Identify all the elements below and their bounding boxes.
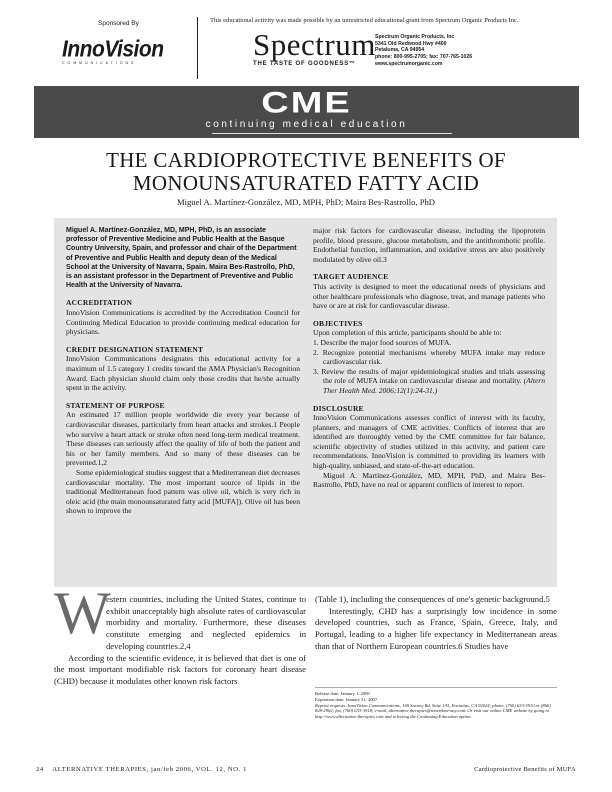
author-bio: Miguel A. Martínez-González, MD, MPH, PhD, is an associate professor of Preventive Medicine and Public Health at the Basque Country University, Spain, and professor and chair of the Department of Preventive and Public Health and deputy dean of the Medical School at the University of Navarra, Spain. Maira Bes-Rastrollo, PhD, is an assistant professor in the Department of Preventive and Public Health at the University of Navarra. (66, 227, 297, 290)
innovision-logo-subtext: COMMUNICATIONS (62, 61, 137, 65)
footer-running-title: Cardioprotective Benefits of MUFA (474, 766, 576, 773)
address-line: Spectrum Organic Products, Inc (375, 34, 455, 40)
address-line: 5341 Old Redwood Hwy #400 (375, 40, 447, 47)
article-title-line: THE CARDIOPROTECTIVE BENEFITS OF (106, 148, 506, 172)
objective-item (313, 367, 545, 396)
innovision-logo-text: InnoVision (62, 36, 164, 63)
spectrum-tagline: THE TASTE OF GOODNESS™ (253, 61, 356, 67)
citation: (Altern Ther Health Med. 2006;12(1):24-31.) (323, 376, 546, 395)
disclosure-paragraph: Miguel A. Martínez-González, MD, MPH, PhD, and Maira Bes-Rastrollo, PhD, have no real or apparent conflicts of interest to report. (313, 470, 545, 490)
sponsor-address (375, 34, 472, 68)
address-line: Petaluma, CA 94954 (375, 47, 425, 54)
cme-title: CME (261, 86, 352, 120)
objectives-intro: Upon completion of this article, participants should be able to: (313, 328, 502, 338)
body-paragraph: According to the scientific evidence, it is believed that diet is one of the most important modifiable risk factors for coronary heart disease (CHD) because it modulates other known risk factors (54, 652, 306, 686)
grant-notice: This educational activity was made possible by an unrestricted educational grant from Spectrum Organic Products Inc. (210, 17, 519, 24)
credit-heading: CREDIT DESIGNATION STATEMENT (66, 344, 204, 354)
publication-notes (315, 691, 557, 720)
reprint-requests: Reprint requests: InnoVision Communications, 169 Saxony Rd, Suite 103, Encinitas, CA 92024; phone, (760) 633-3910 or (866) 828-2962; fax, (760) 633-3918; e-mail, alternative.therapies@innerdoorway.com. Or visit our online CME website by going to http://www.alternative-therapies.com and selecting the Continuing Education option. (315, 702, 551, 720)
objective-item: 1. Describe the major food sources of MUFA. (313, 337, 452, 347)
purpose-heading: STATEMENT OF PURPOSE (66, 400, 165, 410)
release-date: Release date: January 1, 2006 (315, 691, 370, 696)
innovision-logo (62, 38, 182, 65)
intro-paragraph: estern countries, including the United States, continue to exhibit unacceptably high absolute rates of cardiovascular morbidity and mortality. Furthermore, these diseases constitute emerging and neglected epidemics in developing countries.2,4 (106, 594, 306, 651)
purpose-paragraph: An estimated 17 million people worldwide die every year because of cardiovascular diseases, particularly from heart attacks and strokes.1 People who survive a heart attack or stroke often need long-term medical treatment. These diseases can seriously affect the quality of life of both the patient and his or her family members. And so many of these diseases can be prevented.1,2 (66, 410, 300, 468)
drop-cap: W (54, 580, 111, 646)
cme-subtitle: continuing medical education (205, 119, 408, 130)
risk-factors-paragraph: major risk factors for cardiovascular disease, including the lipoprotein profile, blood pressure, glucose metabolism, and the antithrombotic profile. Endothelial function, inflammation, and oxidative stress are also positively modulated by olive oil.3 (313, 226, 545, 264)
disclosure-paragraph: InnoVision Communications assesses conflict of interest with its faculty, planners, and managers of CME activities. Conflicts of interest that are identified are thoroughly vetted by the CME committee for fair balance, scientific objectivity of studies utilized in this activity, and patient care recommendations. InnoVision is committed to providing its learners with high-quality, unbiased, and state-of-the-art education. (313, 413, 545, 471)
objectives-heading: OBJECTIVES (313, 318, 363, 328)
cme-banner (34, 86, 579, 138)
audience-heading: TARGET AUDIENCE (313, 272, 389, 282)
footer-journal-info: 24 ALTERNATIVE THERAPIES, jan/feb 2006, VOL. 12, NO. 1 (36, 766, 248, 773)
credit-text: InnoVision Communications designates this educational activity for a maximum of 1.5 category 1 credits toward the AMA Physician's Recognition Award. Each physician should claim only those credits that he/she actually spent in the activity. (66, 354, 300, 393)
sponsored-by-label: Sponsored By (98, 20, 139, 27)
article-title-line: MONOUNSATURATED FATTY ACID (132, 171, 480, 195)
info-box-right-column (313, 226, 545, 490)
objectives-list (313, 338, 545, 396)
body-paragraph: Interestingly, CHD has a surprisingly low incidence in some developed countries, such as France, Spain, Greece, Italy, and Portugal, leading to a higher life expectancy in Mediterranean areas than that of Northern European countries.6 Studies have (315, 605, 557, 651)
purpose-paragraph: Some epidemiological studies suggest that a Mediterranean diet decreases cardiovascular mortality. The most important source of lipids in the traditional Mediterranean food pattern was olive oil, which is very rich in oleic acid (the main monounsaturated fatty acid [MUFA]). Olive oil has been shown to improve the (66, 467, 300, 516)
cme-underline (212, 133, 452, 134)
disclosure-heading: DISCLOSURE (313, 403, 364, 413)
accreditation-heading: ACCREDITATION (66, 298, 133, 308)
info-box-left-column (66, 226, 300, 516)
header-divider (197, 17, 198, 79)
objective-item: 2. Recognize potential mechanisms whereby MUFA intake may reduce cardiovascular risk. (313, 347, 545, 367)
spectrum-logo-text: Spectrum (253, 27, 376, 62)
accreditation-text: InnoVision Communications is accredited by the Accreditation Council for Continuing Medical Education to provide continuing medical education for physicians. (66, 308, 300, 337)
body-left-column (54, 594, 306, 688)
audience-text: This activity is designed to meet the educational needs of physicians and other healthcare professionals who diagnose, treat, and manage patients who have or are at risk for cardiovascular disease. (313, 281, 545, 311)
address-line: phone: 800-995-2705; fax: 707-765-1026 (375, 54, 473, 61)
address-line: www.spectrumorganic.com (375, 60, 443, 67)
page-footer (36, 766, 576, 773)
objective-text: 3. Review the results of major epidemiological studies and trials assessing the role of MUFA intake on cardiovascular disease and mortality. (313, 366, 545, 386)
notes-divider (315, 687, 557, 688)
body-right-column (315, 594, 557, 653)
article-title (40, 149, 572, 195)
expiration-date: Expiration date: January 31, 2007 (315, 696, 378, 702)
body-paragraph: (Table 1), including the consequences of one's genetic background.5 (315, 594, 550, 604)
spectrum-logo (253, 27, 376, 67)
article-authors: Miguel A. Martínez-González, MD, MPH, PhD; Maira Bes-Rastrollo, PhD (176, 197, 436, 207)
